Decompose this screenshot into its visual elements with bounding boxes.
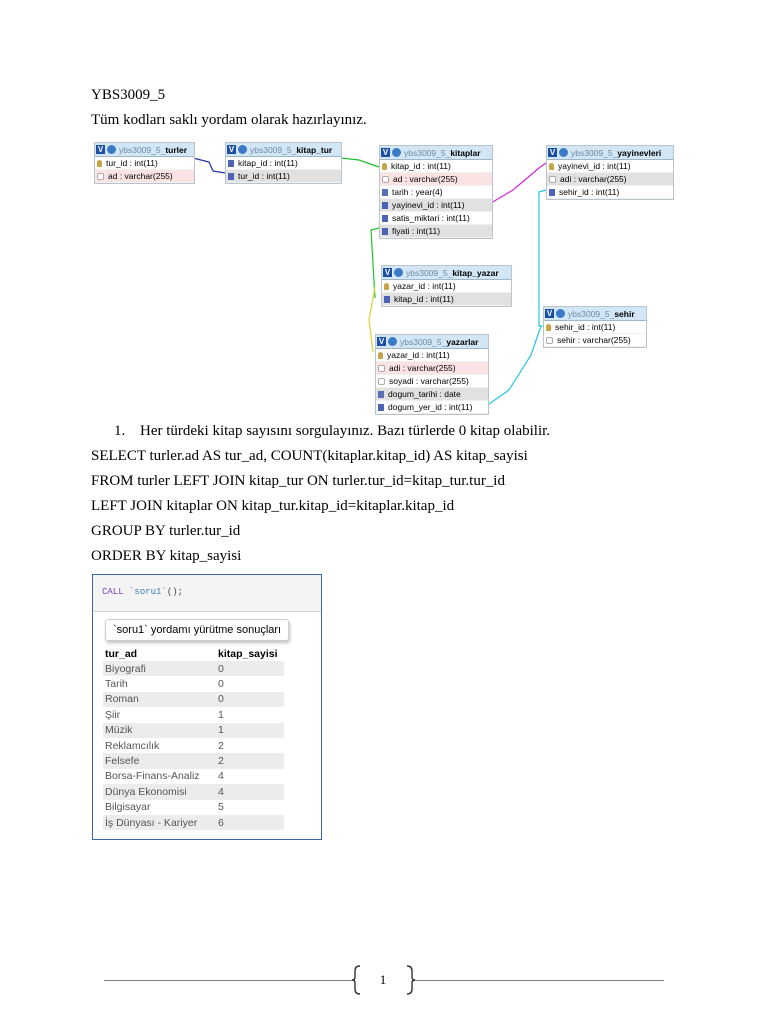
link-kitaplar-yayinevleri (491, 163, 546, 203)
column: adi : varchar(255) (560, 174, 627, 184)
cell-tur-ad: Biyografi (103, 661, 216, 676)
gear-icon (107, 145, 116, 154)
column-header[interactable]: tur_ad (105, 647, 138, 660)
column: kitap_id : int(11) (238, 158, 298, 168)
table-turler: V ybs3009_5 _ turler tur_id : int(11) ad : varchar(255) (94, 142, 195, 184)
cell-tur-ad: Dünya Ekonomisi (103, 784, 216, 799)
gear-icon (238, 145, 247, 154)
gear-icon (556, 309, 565, 318)
table-yazarlar: V ybs3009_5 _ yazarlar yazar_id : int(11) adi : varchar(255) soyadi : varchar(255) dogum_tarihi : date dogum_yer_id : int(11) (375, 334, 489, 415)
right-bracket (405, 965, 415, 995)
column: dogum_tarihi : date (388, 389, 461, 399)
column: sehir_id : int(11) (559, 187, 620, 197)
table-row[interactable] (103, 800, 284, 815)
column: sehir_id : int(11) (555, 322, 616, 332)
procedure-name: `soru1` (129, 587, 167, 597)
left-bracket (352, 965, 362, 995)
result-caption: `soru1` yordamı yürütme sonuçları (105, 619, 289, 641)
v-icon: V (546, 309, 553, 318)
link-turler-kitap-tur (193, 158, 225, 173)
key-icon (382, 163, 387, 170)
text-icon (549, 176, 556, 183)
column: fiyati : int(11) (392, 226, 441, 236)
column: sehir : varchar(255) (557, 335, 631, 345)
sql-line: ORDER BY kitap_sayisi (91, 548, 242, 564)
sql-line: FROM turler LEFT JOIN kitap_tur ON turler.tur_id=kitap_tur.tur_id (91, 473, 505, 489)
column: dogum_yer_id : int(11) (388, 402, 473, 412)
v-icon: V (382, 148, 389, 157)
table-row[interactable] (103, 815, 284, 830)
text-icon (97, 173, 104, 180)
v-icon: V (97, 145, 104, 154)
page-number: 1 (379, 972, 387, 987)
key-icon (549, 163, 554, 170)
column: yazar_id : int(11) (393, 281, 456, 291)
intro-text: Tüm kodları saklı yordam olarak hazırlayınız. (91, 112, 367, 128)
column: adi : varchar(255) (389, 363, 456, 373)
table-yayinevleri: V ybs3009_5 _ yayinevleri yayinevi_id : int(11) adi : varchar(255) sehir_id : int(11) (546, 145, 674, 200)
cell-kitap-sayisi: 2 (216, 738, 284, 753)
sql-line: SELECT turler.ad AS tur_ad, COUNT(kitaplar.kitap_id) AS kitap_sayisi (91, 448, 528, 464)
db-name: ybs3009_5 (119, 144, 161, 155)
table-row[interactable] (103, 738, 284, 753)
cell-kitap-sayisi: 0 (216, 661, 284, 676)
column: yayinevi_id : int(11) (558, 161, 631, 171)
number-icon (378, 404, 384, 411)
sql-line: GROUP BY turler.tur_id (91, 523, 241, 539)
date-icon (378, 391, 384, 398)
table-row[interactable] (103, 707, 284, 722)
call-keyword: CALL (102, 587, 124, 597)
column: yayinevi_id : int(11) (392, 200, 465, 210)
link-yazarlar-sehir (489, 326, 541, 404)
number-icon (228, 160, 234, 167)
number-icon (382, 202, 388, 209)
table-row[interactable] (103, 753, 284, 768)
question-text: Her türdeki kitap sayısını sorgulayınız. Bazı türlerde 0 kitap olabilir. (140, 423, 551, 439)
text-icon (378, 378, 385, 385)
cell-kitap-sayisi: 4 (216, 784, 284, 799)
table-row[interactable] (103, 676, 284, 691)
cell-kitap-sayisi: 6 (216, 815, 284, 830)
table-name: yazarlar (446, 336, 479, 347)
call-statement (93, 575, 321, 612)
cell-tur-ad: Roman (103, 692, 216, 707)
table-name: kitaplar (450, 147, 481, 158)
cell-kitap-sayisi: 1 (216, 723, 284, 738)
er-diagram (91, 140, 679, 414)
column: tur_id : int(11) (238, 171, 290, 181)
number-icon (382, 215, 388, 222)
column-header[interactable]: kitap_sayisi (218, 647, 278, 660)
cell-tur-ad: Borsa-Finans-Analiz (103, 769, 216, 784)
document-title: YBS3009_5 (91, 87, 166, 103)
column: ad : varchar(255) (108, 171, 173, 181)
cell-tur-ad: Felsefe (103, 753, 216, 768)
cell-kitap-sayisi: 0 (216, 692, 284, 707)
link-kitap-tur-kitaplar (341, 158, 379, 167)
column: kitap_id : int(11) (391, 161, 451, 171)
cell-tur-ad: Tarih (103, 676, 216, 691)
gear-icon (559, 148, 568, 157)
column: tur_id : int(11) (106, 158, 158, 168)
question-item (114, 422, 550, 440)
cell-tur-ad: Bilgisayar (103, 800, 216, 815)
sql-line: LEFT JOIN kitaplar ON kitap_tur.kitap_id=kitaplar.kitap_id (91, 498, 455, 514)
column: yazar_id : int(11) (387, 350, 450, 360)
key-icon (378, 352, 383, 359)
date-icon (382, 189, 388, 196)
gear-icon (392, 148, 401, 157)
v-icon: V (228, 145, 235, 154)
key-icon (97, 160, 102, 167)
cell-kitap-sayisi: 5 (216, 800, 284, 815)
column: kitap_id : int(11) (394, 294, 454, 304)
cell-kitap-sayisi: 4 (216, 769, 284, 784)
v-icon: V (384, 268, 391, 277)
question-number: 1. (114, 423, 126, 439)
footer-rule-right (414, 980, 664, 981)
column: satis_miktari : int(11) (392, 213, 470, 223)
cell-tur-ad: İş Dünyası - Kariyer (103, 815, 216, 830)
call-tail: (); (166, 587, 184, 597)
table-name: kitap_yazar (452, 267, 499, 278)
text-icon (546, 337, 553, 344)
column: ad : varchar(255) (393, 174, 458, 184)
table-name: kitap_tur (296, 144, 333, 155)
query-result-panel (92, 574, 322, 840)
cell-kitap-sayisi: 0 (216, 676, 284, 691)
table-sehir: V ybs3009_5 _ sehir sehir_id : int(11) sehir : varchar(255) (543, 306, 647, 348)
table-row[interactable] (103, 769, 284, 784)
result-table (103, 646, 284, 830)
cell-tur-ad: Şiir (103, 707, 216, 722)
cell-kitap-sayisi: 1 (216, 707, 284, 722)
number-icon (549, 189, 555, 196)
table-row[interactable] (103, 661, 284, 676)
table-name: sehir (614, 308, 635, 319)
text-icon (378, 365, 385, 372)
v-icon: V (378, 337, 385, 346)
key-icon (384, 283, 389, 290)
table-kitaplar: V ybs3009_5 _ kitaplar kitap_id : int(11) ad : varchar(255) tarih : year(4) yayinevi_id : int(11) satis_miktari : int(11) fiyati : int(11) (379, 145, 493, 239)
table-row[interactable] (103, 692, 284, 707)
cell-tur-ad: Müzik (103, 723, 216, 738)
number-icon (382, 228, 388, 235)
footer-rule-left (104, 980, 354, 981)
gear-icon (388, 337, 397, 346)
table-kitap-tur: V ybs3009_5 _ kitap_tur kitap_id : int(11) tur_id : int(11) (225, 142, 342, 184)
table-name: yayinevleri (617, 147, 662, 158)
cell-tur-ad: Reklamcılık (103, 738, 216, 753)
table-row[interactable] (103, 784, 284, 799)
number-icon (384, 296, 390, 303)
table-row[interactable] (103, 723, 284, 738)
number-icon (228, 173, 234, 180)
text-icon (382, 176, 389, 183)
v-icon: V (549, 148, 556, 157)
gear-icon (394, 268, 403, 277)
cell-kitap-sayisi: 2 (216, 753, 284, 768)
table-name: turler (165, 144, 188, 155)
column: soyadi : varchar(255) (389, 376, 469, 386)
key-icon (546, 324, 551, 331)
table-kitap-yazar: V ybs3009_5 _ kitap_yazar yazar_id : int(11) kitap_id : int(11) (381, 265, 512, 307)
column: tarih : year(4) (392, 187, 443, 197)
